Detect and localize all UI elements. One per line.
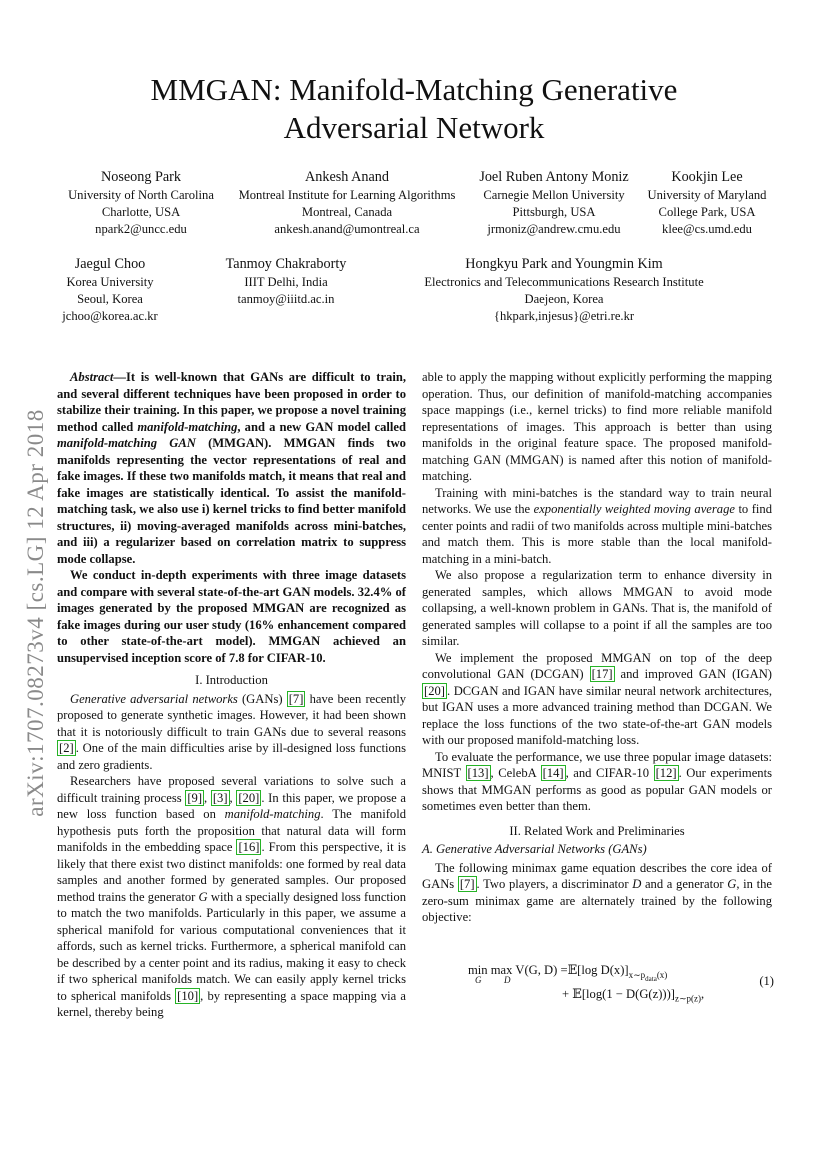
math-symbol: G [727,877,737,891]
author-block [470,168,638,238]
subsection-heading: A. Generative Adversarial Networks (GANs) [422,842,647,856]
author-email: jrmoniz@andrew.cmu.edu [487,222,621,236]
math-symbol: D [632,877,642,891]
abstract-paragraph: We conduct in-depth experiments with three image datasets and compare with several state-of-the-art GAN models. 32.4% of images generated by the proposed MMGAN are recognized as fake images during our user study (16% enhancement compared to other state-of-the-art model). MMGAN achieved an unsupervised inception score of 7.8 for CIFAR-10. [57,568,406,665]
citation-link[interactable]: [17] [591,667,613,681]
intro-text: , by representing a space mapping via a kernel, thereby being [57,988,406,1019]
intro-paragraph [57,691,406,774]
intro-text: . In this paper, we propose a new loss function based on [57,790,407,821]
body-text: , CelebA [490,766,541,780]
paper-title [0,71,828,147]
equation-subscript [628,969,668,983]
author-location: Charlotte, USA [101,205,181,219]
body-text: , in the zero-sum minimax game are alternately trained by the following objective: [422,877,772,924]
author-email: {hkpark,injesus}@etri.re.kr [493,309,635,323]
equation-under-min: G [475,975,482,985]
equation-subscript-tail: (x) [656,969,668,980]
body-paragraph [422,485,772,568]
equation-subscript-text: x∼p [628,969,646,980]
author-block [206,255,366,308]
equation-subscript: z∼p(z) [674,993,701,1004]
body-text: The following minimax game equation describes the core idea of GANs [422,860,772,891]
author-affiliation: University of Maryland [647,188,767,202]
author-location: Pittsburgh, USA [512,205,596,219]
author-block [58,168,224,238]
author-name: Joel Ruben Antony Moniz [479,169,629,185]
author-location: Seoul, Korea [77,292,143,306]
intro-text: have been recently proposed to generate synthetic images. However, it had been shown that it is notoriously difficult to train GANs due to several reasons [57,691,406,739]
equation-under-max: D [504,975,511,985]
body-text: Training with mini-batches is the standard way to train neural networks. We use the [422,485,772,516]
intro-paragraph [57,773,406,1021]
abstract-em: manifold-matching GAN [57,436,196,450]
body-text: and improved GAN (IGAN) [614,667,772,681]
abstract-text: , and a new GAN model called [237,419,406,434]
citation-link[interactable]: [14] [542,766,564,780]
author-email: klee@cs.umd.edu [662,222,752,236]
author-block [398,255,730,325]
equation-number: (1) [759,974,774,988]
author-affiliation: Korea University [66,275,154,289]
citation-link[interactable]: [20] [424,683,445,698]
citation-link[interactable]: [13] [467,766,489,780]
author-affiliation: Electronics and Telecommunications Research Institute [424,275,704,289]
intro-text: . From this perspective, it is likely that there exist two distinct manifolds: one formed by real data samples and another formed by generated samples. Our proposed method trains the generator [57,840,406,904]
equation-term: 𝔼[log D(x)] [567,963,629,977]
body-text: to find center points and radii of two manifolds across multiple mini-batches and match them. This is more stable than the local manifold-matching in a mini-batch. [422,502,772,566]
body-paragraph [422,860,772,926]
author-block [636,168,778,238]
body-paragraph [422,749,772,815]
body-text: To evaluate the performance, we use three popular image datasets: MNIST [422,749,772,780]
author-email: npark2@uncc.edu [95,222,187,236]
intro-text: , [204,790,211,805]
section-heading: II. Related Work and Preliminaries [509,823,685,838]
author-affiliation: University of North Carolina [68,188,214,202]
author-location: Montreal, Canada [301,205,393,219]
abstract-text: —It is well-known that GANs are difficult to train, and several different techniques have been proposed in order to stabilize their training. In this paper, we propose a novel training method called [57,370,406,434]
body-paragraph [422,650,772,749]
math-symbol: G [198,889,208,904]
author-name: Jaegul Choo [74,256,146,272]
abstract-em: manifold-matching [137,419,238,434]
citation-link[interactable]: [16] [238,840,260,854]
author-block [40,255,180,325]
equation-term: + 𝔼[log(1 − D(G(z)))] [562,987,675,1001]
author-affiliation: Carnegie Mellon University [483,188,625,202]
citation-link[interactable]: [3] [212,790,228,805]
title-line-2: Adversarial Network [283,110,545,145]
author-affiliation: Montreal Institute for Learning Algorithms [238,188,456,202]
abstract-paragraph [57,369,406,567]
author-name: Ankesh Anand [305,169,389,185]
equation-line-1 [468,962,667,982]
arxiv-stamp [20,362,52,864]
equation-tail: , [701,987,705,1001]
body-text: , and CIFAR-10 [565,766,654,780]
author-affiliation: IIIT Delhi, India [244,275,328,289]
intro-text: (GANs) [237,691,287,706]
citation-link[interactable]: [20] [238,790,260,805]
arxiv-id: arXiv:1707.08273v4 [cs.LG] 12 Apr 2018 [23,409,48,817]
intro-text: with a specially designed loss function to match the two manifolds. Particularly in this paper, we assume a spherical manifold for various computational conveniences that it affords, such as kernel tricks. Furthermore, a spherical manifold can be described by a center point and its radius, making it easy to check if two spherical manifolds match. We can easily apply kernel tricks to spherical manifolds [57,889,407,1003]
citation-link[interactable]: [7] [288,691,304,706]
citation-link[interactable]: [7] [459,877,475,891]
body-paragraph: able to apply the mapping without explicitly performing the mapping operation. Thus, our definition of manifold-matching accompanies space mappings (i.e., kernel tricks) to find more reliable manifold representations of images. This approach is better than using manifolds in the original feature space. The proposed manifold-matching GAN (MMGAN) is named after this notion of manifold-matching. [422,370,772,483]
author-location: College Park, USA [658,205,756,219]
body-text: We implement the proposed MMGAN on top of the deep convolutional GAN (DCGAN) [422,650,772,681]
abstract-text: (MMGAN). MMGAN finds two manifolds representing the vector representations of real and fake images. If these two manifolds match, it means that real and fake images are statistically identical. To assist the manifold-matching task, we also use i) kernel tricks to find better manifold structures, ii) moving-averaged manifolds across mini-batches, and iii) a regularizer based on correlation matrix to suppress mode collapse. [57,436,406,566]
right-column [422,369,772,926]
body-text: . Our experiments shows that MMGAN performs as good as popular GAN models or sometimes even better than them. [422,766,772,813]
section-heading: I. Introduction [195,673,268,687]
author-location: Daejeon, Korea [524,292,604,306]
intro-em: manifold-matching [224,807,321,821]
author-email: jchoo@korea.ac.kr [62,309,158,323]
author-name: Tanmoy Chakraborty [225,256,347,272]
citation-link[interactable]: [10] [177,988,199,1003]
body-text: and a generator [641,877,728,891]
intro-em: Generative adversarial networks [70,691,238,706]
author-email: ankesh.anand@umontreal.ca [274,222,420,236]
intro-text: . The manifold hypothesis puts forth the proposition that natural data will form manifolds in the embedding space [57,807,407,854]
citation-link[interactable]: [12] [655,766,677,780]
intro-text: , [229,790,237,805]
equation-subsubscript: data [645,974,657,983]
body-text: . Two players, a discriminator [476,877,633,891]
equation-1 [468,962,774,1008]
author-name: Kookjin Lee [671,169,743,185]
left-column [57,369,406,1021]
title-line-1: MMGAN: Manifold-Matching Generative [150,72,678,107]
body-text: . DCGAN and IGAN have similar neural network architectures, but IGAN uses a more advanced training method than DCGAN. We replace the loss functions of the two state-of-the-art GAN models with our proposed manifold-matching loss. [422,683,772,747]
equation-line-2 [562,986,704,1005]
citation-link[interactable]: [2] [59,741,74,755]
body-paragraph: We also propose a regularization term to enhance diversity in generated samples, which allows MMGAN to avoid mode collapsing, a well-known problem in GANs. That is, the manifold of generated samples will collapse to a point if all the samples are too similar. [422,568,772,648]
author-email: tanmoy@iiitd.ac.in [237,292,335,306]
abstract-label: Abstract [70,370,114,384]
author-name: Noseong Park [101,169,181,185]
intro-text: . One of the main difficulties arise by ill-designed loss functions and zero gradients. [57,741,406,772]
intro-text: Researchers have proposed several variations to solve such a difficult training process [57,774,406,805]
citation-link[interactable]: [9] [187,790,203,805]
author-name: Hongkyu Park and Youngmin Kim [465,256,663,272]
author-block [222,168,472,238]
equation-lhs: min max V(G, D) = [468,963,568,977]
body-em: exponentially weighted moving average [533,502,735,516]
